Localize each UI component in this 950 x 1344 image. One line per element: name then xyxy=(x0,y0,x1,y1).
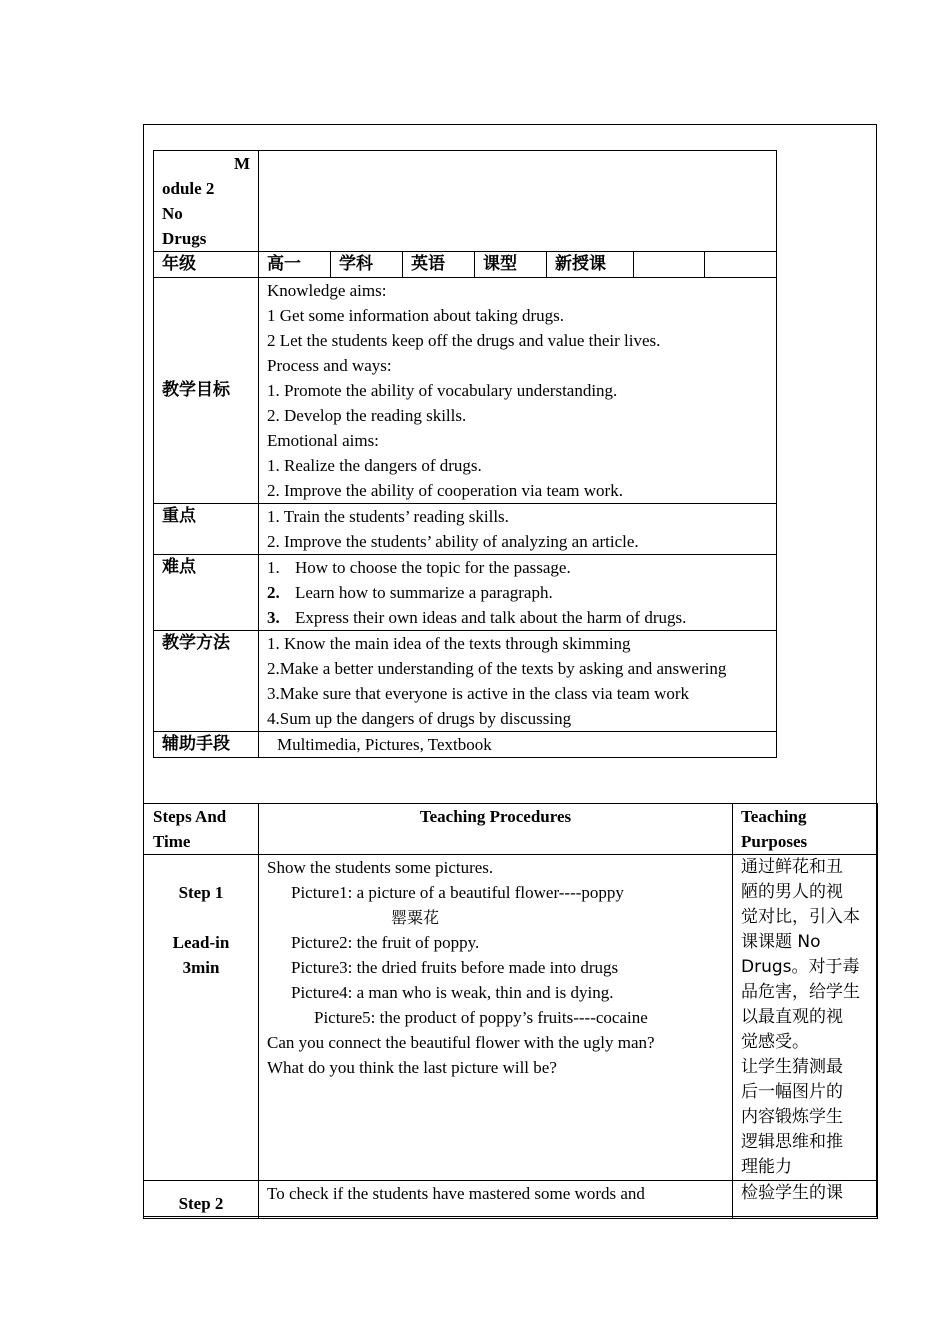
objectives-content: Knowledge aims: 1 Get some information about taking drugs. 2 Let the students keep off the drugs and value their lives. Process and ways: 1. Promote the ability of vocabulary understanding. 2. Develop the reading skills. Emotional aims: 1. Realize the dangers of drugs. 2. Improve the ability of cooperation via team work. xyxy=(259,278,777,504)
step1-name: Lead-in xyxy=(172,933,230,952)
step2-purpose: 检验学生的课 xyxy=(733,1181,878,1219)
step2-label: Step 2 xyxy=(144,1181,259,1219)
subject-value: 英语 xyxy=(403,252,475,278)
module-title: M odule 2 No Drugs xyxy=(154,151,259,252)
procedures-header-row xyxy=(144,804,878,855)
step1-procedure: Show the students some pictures. Picture1: a picture of a beautiful flower----poppy 罂粟花 Picture2: the fruit of poppy. Picture3: the dried fruits before made into drugs Picture4: a man who is weak, thin and is dying. Picture5: the product of poppy’s fruits----cocaine Can you connect the beautiful flower with the ugly man? What do you think the last picture will be? xyxy=(259,855,733,1181)
aids-value: Multimedia, Pictures, Textbook xyxy=(259,732,777,758)
list-item: 1. How to choose the topic for the passage. xyxy=(267,558,571,577)
step1-purpose: 通过鲜花和丑 陋的男人的视 觉对比，引入本 课课题 No Drugs。对于毒 品危害，给学生 以最直观的视 觉感受。 让学生猜测最 后一幅图片的 内容锻炼学生 逻辑思维和推 理能力 xyxy=(733,855,878,1181)
step2-row xyxy=(144,1181,878,1219)
type-label: 课型 xyxy=(475,252,547,278)
procedures-table xyxy=(143,803,878,1219)
aids-label: 辅助手段 xyxy=(154,732,259,758)
difficulties-label: 难点 xyxy=(154,555,259,631)
grade-value: 高一 xyxy=(259,252,331,278)
purposes-header: Teaching Purposes xyxy=(733,804,878,855)
step2-procedure: To check if the students have mastered some words and xyxy=(259,1181,733,1219)
list-item: 2. Learn how to summarize a paragraph. xyxy=(267,583,553,602)
subject-label: 学科 xyxy=(331,252,403,278)
empty-cell xyxy=(705,252,777,278)
steps-header: Steps And Time xyxy=(144,804,259,855)
difficulties-row xyxy=(154,555,777,631)
step1-time: 3min xyxy=(182,958,220,977)
methods-label: 教学方法 xyxy=(154,631,259,732)
step1-row xyxy=(144,855,878,1181)
key-points-content: 1. Train the students’ reading skills. 2. Improve the students’ ability of analyzing an article. xyxy=(259,504,777,555)
step1-label: Step 1 xyxy=(178,883,224,902)
methods-content: 1. Know the main idea of the texts through skimming 2.Make a better understanding of the texts by asking and answering 3.Make sure that everyone is active in the class via team work 4.Sum up the dangers of drugs by discussing xyxy=(259,631,777,732)
methods-row xyxy=(154,631,777,732)
procedures-header: Teaching Procedures xyxy=(259,804,733,855)
objectives-label: 教学目标 xyxy=(154,278,259,504)
difficulties-content xyxy=(259,555,777,631)
list-item: 3. Express their own ideas and talk about the harm of drugs. xyxy=(267,608,687,627)
grade-row xyxy=(154,252,777,278)
step1-cell xyxy=(144,855,259,1181)
aids-row xyxy=(154,732,777,758)
grade-label: 年级 xyxy=(154,252,259,278)
key-points-row xyxy=(154,504,777,555)
type-value: 新授课 xyxy=(547,252,634,278)
key-points-label: 重点 xyxy=(154,504,259,555)
empty-cell xyxy=(634,252,705,278)
title-blank-cell xyxy=(259,151,777,252)
title-row xyxy=(154,151,777,252)
objectives-row xyxy=(154,278,777,504)
lesson-info-table xyxy=(153,150,777,758)
